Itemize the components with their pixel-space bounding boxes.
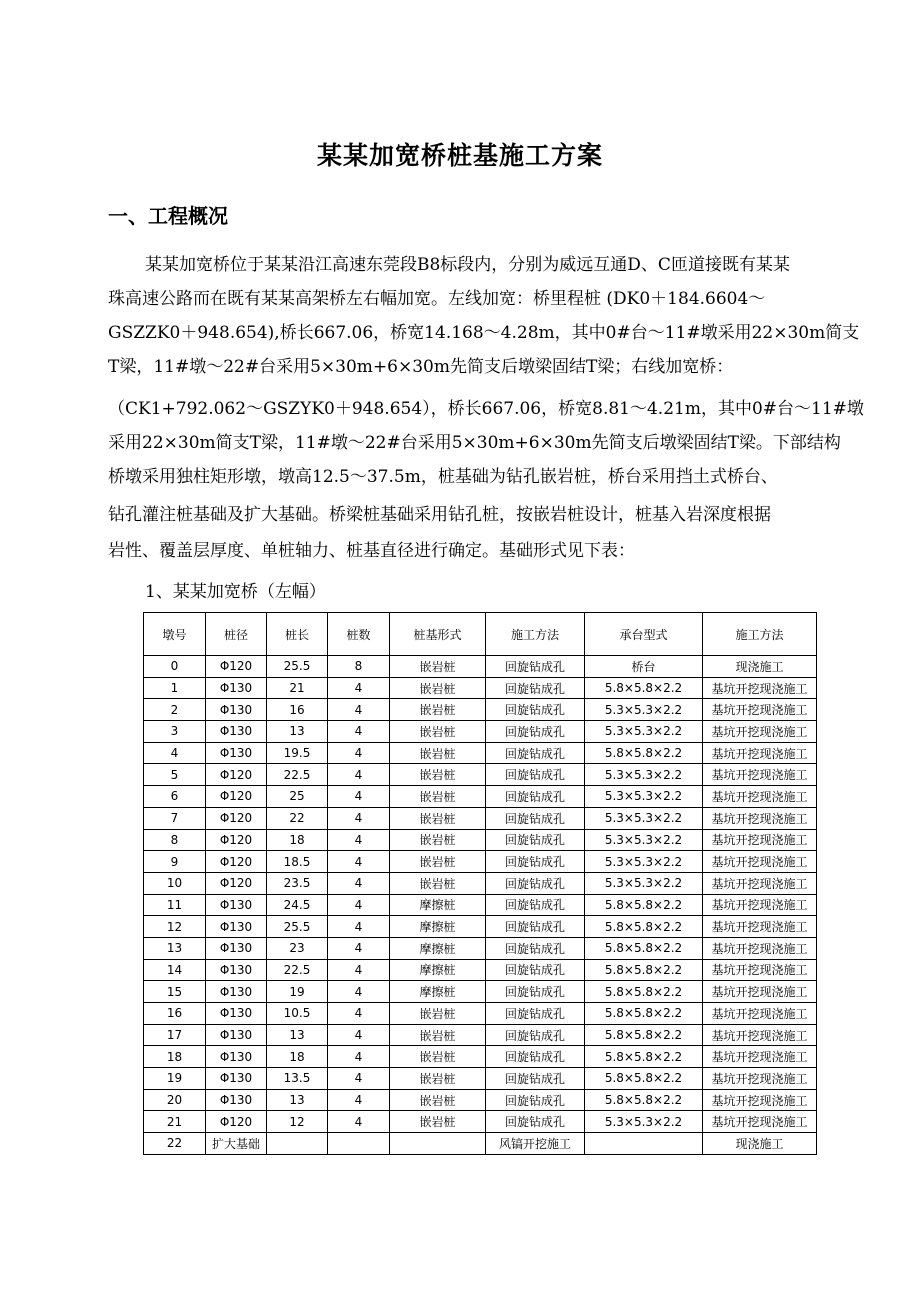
- table-cell: 25.5: [267, 656, 328, 678]
- table-cell: 回旋钻成孔: [486, 742, 585, 764]
- table-cell: 9: [144, 851, 206, 873]
- table-cell: 回旋钻成孔: [486, 764, 585, 786]
- table-row: [144, 1111, 817, 1133]
- table-cell: 现浇施工: [703, 656, 817, 678]
- table-cell: 13: [267, 721, 328, 743]
- table-cell: 基坑开挖现浇施工: [703, 937, 817, 959]
- table-cell: 11: [144, 894, 206, 916]
- table-cell: 5.8×5.8×2.2: [585, 916, 703, 938]
- table-row: [144, 1089, 817, 1111]
- table-cell: Φ130: [206, 1003, 267, 1025]
- table-cell: 4: [328, 894, 390, 916]
- table-cell: 回旋钻成孔: [486, 786, 585, 808]
- table-cell: 24.5: [267, 894, 328, 916]
- table-cell: 19: [267, 981, 328, 1003]
- table-row: [144, 1133, 817, 1155]
- table-cell: 回旋钻成孔: [486, 1024, 585, 1046]
- table-cell: 嵌岩桩: [390, 1046, 486, 1068]
- header-pile-count: 桩数: [328, 613, 390, 656]
- table-row: [144, 1068, 817, 1090]
- table-row: [144, 1003, 817, 1025]
- table-cell: Φ130: [206, 981, 267, 1003]
- table-cell: 基坑开挖现浇施工: [703, 872, 817, 894]
- table-cell: 5.8×5.8×2.2: [585, 1068, 703, 1090]
- table-cell: 12: [267, 1111, 328, 1133]
- table-cell: 嵌岩桩: [390, 699, 486, 721]
- table-cell: 摩擦桩: [390, 894, 486, 916]
- table-row: [144, 656, 817, 678]
- table-cell: 扩大基础: [206, 1133, 267, 1155]
- table-cell: 4: [328, 742, 390, 764]
- table-cell: 4: [144, 742, 206, 764]
- table-cell: 基坑开挖现浇施工: [703, 699, 817, 721]
- table-cell: 5.3×5.3×2.2: [585, 807, 703, 829]
- table-cell: 18: [267, 829, 328, 851]
- table-cell: 4: [328, 829, 390, 851]
- table-cell: 回旋钻成孔: [486, 656, 585, 678]
- table-row: [144, 916, 817, 938]
- table-cell: Φ130: [206, 699, 267, 721]
- paragraph-line-2: 珠高速公路而在既有某某高架桥左右幅加宽。左线加宽：桥里程桩 (DK0＋184.6604～: [108, 289, 766, 309]
- table-cell: 14: [144, 959, 206, 981]
- table-cell: 嵌岩桩: [390, 829, 486, 851]
- table-cell: Φ120: [206, 656, 267, 678]
- table-cell: 5.8×5.8×2.2: [585, 1003, 703, 1025]
- table-cell: 5.3×5.3×2.2: [585, 851, 703, 873]
- table-cell: 摩擦桩: [390, 916, 486, 938]
- table-row: [144, 959, 817, 981]
- table-row: [144, 786, 817, 808]
- table-cell: 嵌岩桩: [390, 742, 486, 764]
- table-cell: 回旋钻成孔: [486, 829, 585, 851]
- table-cell: 5.8×5.8×2.2: [585, 742, 703, 764]
- table-cell: 18: [267, 1046, 328, 1068]
- table-cell: 4: [328, 937, 390, 959]
- table-cell: 基坑开挖现浇施工: [703, 851, 817, 873]
- table-cell: 回旋钻成孔: [486, 937, 585, 959]
- table-cell: 4: [328, 851, 390, 873]
- table-cell: 5.3×5.3×2.2: [585, 764, 703, 786]
- table-cell: 4: [328, 764, 390, 786]
- table-cell: [328, 1133, 390, 1155]
- table-cell: [585, 1133, 703, 1155]
- table-cell: 22.5: [267, 764, 328, 786]
- table-cell: 基坑开挖现浇施工: [703, 742, 817, 764]
- table-cell: 5.8×5.8×2.2: [585, 959, 703, 981]
- paragraph-line-6: 采用22×30m简支T梁，11#墩～22#台采用5×30m+6×30m先简支后墩梁固结T梁。下部结构: [108, 433, 841, 453]
- table-cell: 5.3×5.3×2.2: [585, 1111, 703, 1133]
- table-cell: 回旋钻成孔: [486, 851, 585, 873]
- table-row: [144, 872, 817, 894]
- table-row: [144, 764, 817, 786]
- table-cell: 4: [328, 959, 390, 981]
- table-cell: 16: [267, 699, 328, 721]
- paragraph-line-7: 桥墩采用独柱矩形墩，墩高12.5～37.5m，桩基础为钻孔嵌岩桩，桥台采用挡土式桥台、: [108, 467, 778, 487]
- header-cap-construction-method: 施工方法: [703, 613, 817, 656]
- header-pile-length: 桩长: [267, 613, 328, 656]
- table-row: [144, 677, 817, 699]
- table-cell: Φ120: [206, 1111, 267, 1133]
- table-cell: [390, 1133, 486, 1155]
- paragraph-line-5: （CK1+792.062～GSZYK0＋948.654），桥长667.06，桥宽8.81～4.21m，其中0#台～11#墩: [108, 399, 864, 419]
- table-cell: 回旋钻成孔: [486, 1068, 585, 1090]
- table-cell: 4: [328, 1111, 390, 1133]
- table-cell: 5.3×5.3×2.2: [585, 829, 703, 851]
- table-cell: [267, 1133, 328, 1155]
- table-cell: Φ120: [206, 829, 267, 851]
- table-cell: 回旋钻成孔: [486, 894, 585, 916]
- paragraph-line-8: 钻孔灌注桩基础及扩大基础。桥梁桩基础采用钻孔桩，按嵌岩桩设计，桩基入岩深度根据: [108, 505, 771, 525]
- table-cell: 4: [328, 1068, 390, 1090]
- table-cell: 基坑开挖现浇施工: [703, 959, 817, 981]
- table-cell: 嵌岩桩: [390, 1068, 486, 1090]
- table-cell: 回旋钻成孔: [486, 872, 585, 894]
- table-cell: 基坑开挖现浇施工: [703, 1024, 817, 1046]
- header-cap-type: 承台型式: [585, 613, 703, 656]
- table-cell: 18.5: [267, 851, 328, 873]
- table-cell: 摩擦桩: [390, 937, 486, 959]
- table-cell: 现浇施工: [703, 1133, 817, 1155]
- table-cell: 嵌岩桩: [390, 764, 486, 786]
- table-cell: 13: [144, 937, 206, 959]
- table-cell: 1: [144, 677, 206, 699]
- table-cell: 嵌岩桩: [390, 1003, 486, 1025]
- table-cell: 4: [328, 699, 390, 721]
- table-cell: 15: [144, 981, 206, 1003]
- table-cell: 8: [328, 656, 390, 678]
- table-cell: 12: [144, 916, 206, 938]
- table-row: [144, 807, 817, 829]
- table-cell: 4: [328, 786, 390, 808]
- table-cell: 17: [144, 1024, 206, 1046]
- table-row: [144, 851, 817, 873]
- paragraph-line-1: 某某加宽桥位于某某沿江高速东莞段B8标段内，分别为威远互通D、C匝道接既有某某: [145, 255, 790, 275]
- table-cell: 4: [328, 1046, 390, 1068]
- table-cell: 基坑开挖现浇施工: [703, 1046, 817, 1068]
- table-cell: 嵌岩桩: [390, 872, 486, 894]
- table-cell: 基坑开挖现浇施工: [703, 1068, 817, 1090]
- table-cell: 基坑开挖现浇施工: [703, 764, 817, 786]
- table-cell: 18: [144, 1046, 206, 1068]
- table-cell: Φ130: [206, 916, 267, 938]
- table-cell: Φ130: [206, 894, 267, 916]
- table-cell: 嵌岩桩: [390, 807, 486, 829]
- table-cell: 5.8×5.8×2.2: [585, 894, 703, 916]
- table-cell: 4: [328, 721, 390, 743]
- table-cell: Φ130: [206, 959, 267, 981]
- table-cell: 0: [144, 656, 206, 678]
- paragraph-line-4: T梁，11#墩～22#台采用5×30m+6×30m先简支后墩梁固结T梁；右线加宽桥：: [108, 357, 734, 377]
- table-cell: Φ130: [206, 1068, 267, 1090]
- pile-foundation-table: [143, 612, 817, 1155]
- table-cell: 基坑开挖现浇施工: [703, 1003, 817, 1025]
- table-cell: 4: [328, 677, 390, 699]
- table-cell: 4: [328, 807, 390, 829]
- table-cell: 8: [144, 829, 206, 851]
- table-cell: 5.8×5.8×2.2: [585, 1024, 703, 1046]
- table-cell: 13.5: [267, 1068, 328, 1090]
- table-cell: 嵌岩桩: [390, 786, 486, 808]
- table-cell: 4: [328, 1089, 390, 1111]
- table-row: [144, 742, 817, 764]
- table-cell: Φ130: [206, 742, 267, 764]
- table-cell: Φ130: [206, 1089, 267, 1111]
- header-pier-no: 墩号: [144, 613, 206, 656]
- table-caption: 1、某某加宽桥（左幅）: [145, 582, 326, 602]
- table-row: [144, 699, 817, 721]
- table-cell: 基坑开挖现浇施工: [703, 981, 817, 1003]
- table-cell: 4: [328, 1003, 390, 1025]
- table-cell: 回旋钻成孔: [486, 1111, 585, 1133]
- table-cell: 基坑开挖现浇施工: [703, 829, 817, 851]
- table-cell: 23.5: [267, 872, 328, 894]
- table-cell: 摩擦桩: [390, 981, 486, 1003]
- table-cell: 基坑开挖现浇施工: [703, 1089, 817, 1111]
- table-cell: 基坑开挖现浇施工: [703, 786, 817, 808]
- table-cell: 5.8×5.8×2.2: [585, 677, 703, 699]
- table-row: [144, 721, 817, 743]
- table-row: [144, 981, 817, 1003]
- table-cell: 22: [267, 807, 328, 829]
- table-cell: 基坑开挖现浇施工: [703, 1111, 817, 1133]
- table-row: [144, 1046, 817, 1068]
- paragraph-line-9: 岩性、覆盖层厚度、单桩轴力、桩基直径进行确定。基础形式见下表：: [108, 541, 635, 561]
- table-cell: 嵌岩桩: [390, 851, 486, 873]
- table-cell: 基坑开挖现浇施工: [703, 677, 817, 699]
- table-row: [144, 937, 817, 959]
- section-heading: 一、工程概况: [108, 204, 228, 228]
- table-cell: Φ120: [206, 872, 267, 894]
- table-cell: 回旋钻成孔: [486, 981, 585, 1003]
- table-cell: 25: [267, 786, 328, 808]
- table-cell: 5.8×5.8×2.2: [585, 1046, 703, 1068]
- table-cell: 回旋钻成孔: [486, 959, 585, 981]
- table-cell: 嵌岩桩: [390, 1089, 486, 1111]
- table-cell: 21: [144, 1111, 206, 1133]
- table-row: [144, 894, 817, 916]
- table-cell: Φ120: [206, 786, 267, 808]
- table-cell: 嵌岩桩: [390, 656, 486, 678]
- table-row: [144, 1024, 817, 1046]
- table-cell: 回旋钻成孔: [486, 807, 585, 829]
- table-header-row: [144, 613, 817, 656]
- document-title: 某某加宽桥桩基施工方案: [316, 141, 603, 170]
- table-cell: 10.5: [267, 1003, 328, 1025]
- table-cell: 嵌岩桩: [390, 677, 486, 699]
- table-cell: 5.3×5.3×2.2: [585, 786, 703, 808]
- table-cell: 6: [144, 786, 206, 808]
- table-cell: 22.5: [267, 959, 328, 981]
- table-cell: 25.5: [267, 916, 328, 938]
- table-cell: 22: [144, 1133, 206, 1155]
- table-cell: 4: [328, 1024, 390, 1046]
- table-cell: 23: [267, 937, 328, 959]
- table-cell: 10: [144, 872, 206, 894]
- table-cell: 4: [328, 916, 390, 938]
- header-pile-diameter: 桩径: [206, 613, 267, 656]
- table-cell: 19: [144, 1068, 206, 1090]
- table-cell: 桥台: [585, 656, 703, 678]
- table-cell: 2: [144, 699, 206, 721]
- header-pile-type: 桩基形式: [390, 613, 486, 656]
- table-cell: Φ130: [206, 1024, 267, 1046]
- table-cell: 基坑开挖现浇施工: [703, 894, 817, 916]
- table-cell: 基坑开挖现浇施工: [703, 916, 817, 938]
- table-cell: 嵌岩桩: [390, 1024, 486, 1046]
- table-cell: 回旋钻成孔: [486, 1003, 585, 1025]
- table-cell: 3: [144, 721, 206, 743]
- table-cell: 基坑开挖现浇施工: [703, 807, 817, 829]
- table-cell: 4: [328, 981, 390, 1003]
- table-cell: 5.3×5.3×2.2: [585, 872, 703, 894]
- table-cell: 回旋钻成孔: [486, 677, 585, 699]
- table-cell: Φ120: [206, 807, 267, 829]
- table-cell: 5.8×5.8×2.2: [585, 1089, 703, 1111]
- table-cell: 5.8×5.8×2.2: [585, 981, 703, 1003]
- table-cell: Φ120: [206, 851, 267, 873]
- table-cell: 5: [144, 764, 206, 786]
- table-cell: 风镐开挖施工: [486, 1133, 585, 1155]
- table-cell: 13: [267, 1024, 328, 1046]
- table-cell: Φ130: [206, 721, 267, 743]
- table-cell: 嵌岩桩: [390, 1111, 486, 1133]
- table-cell: 回旋钻成孔: [486, 721, 585, 743]
- table-cell: 5.8×5.8×2.2: [585, 937, 703, 959]
- table-cell: 回旋钻成孔: [486, 1046, 585, 1068]
- table-cell: 5.3×5.3×2.2: [585, 721, 703, 743]
- header-construction-method: 施工方法: [486, 613, 585, 656]
- table-cell: 20: [144, 1089, 206, 1111]
- table-cell: 7: [144, 807, 206, 829]
- table-cell: 回旋钻成孔: [486, 699, 585, 721]
- table-cell: Φ130: [206, 677, 267, 699]
- table-cell: 嵌岩桩: [390, 721, 486, 743]
- table-cell: 4: [328, 872, 390, 894]
- table-cell: 19.5: [267, 742, 328, 764]
- table-cell: Φ130: [206, 1046, 267, 1068]
- table-cell: 16: [144, 1003, 206, 1025]
- table-cell: Φ120: [206, 764, 267, 786]
- table-cell: 摩擦桩: [390, 959, 486, 981]
- table-cell: 13: [267, 1089, 328, 1111]
- table-cell: 基坑开挖现浇施工: [703, 721, 817, 743]
- table-cell: 5.3×5.3×2.2: [585, 699, 703, 721]
- table-cell: Φ130: [206, 937, 267, 959]
- table-row: [144, 829, 817, 851]
- table-cell: 21: [267, 677, 328, 699]
- table-cell: 回旋钻成孔: [486, 916, 585, 938]
- table-cell: 回旋钻成孔: [486, 1089, 585, 1111]
- paragraph-line-3: GSZZK0＋948.654),桥长667.06，桥宽14.168～4.28m，其中0#台～11#墩采用22×30m简支: [108, 323, 860, 343]
